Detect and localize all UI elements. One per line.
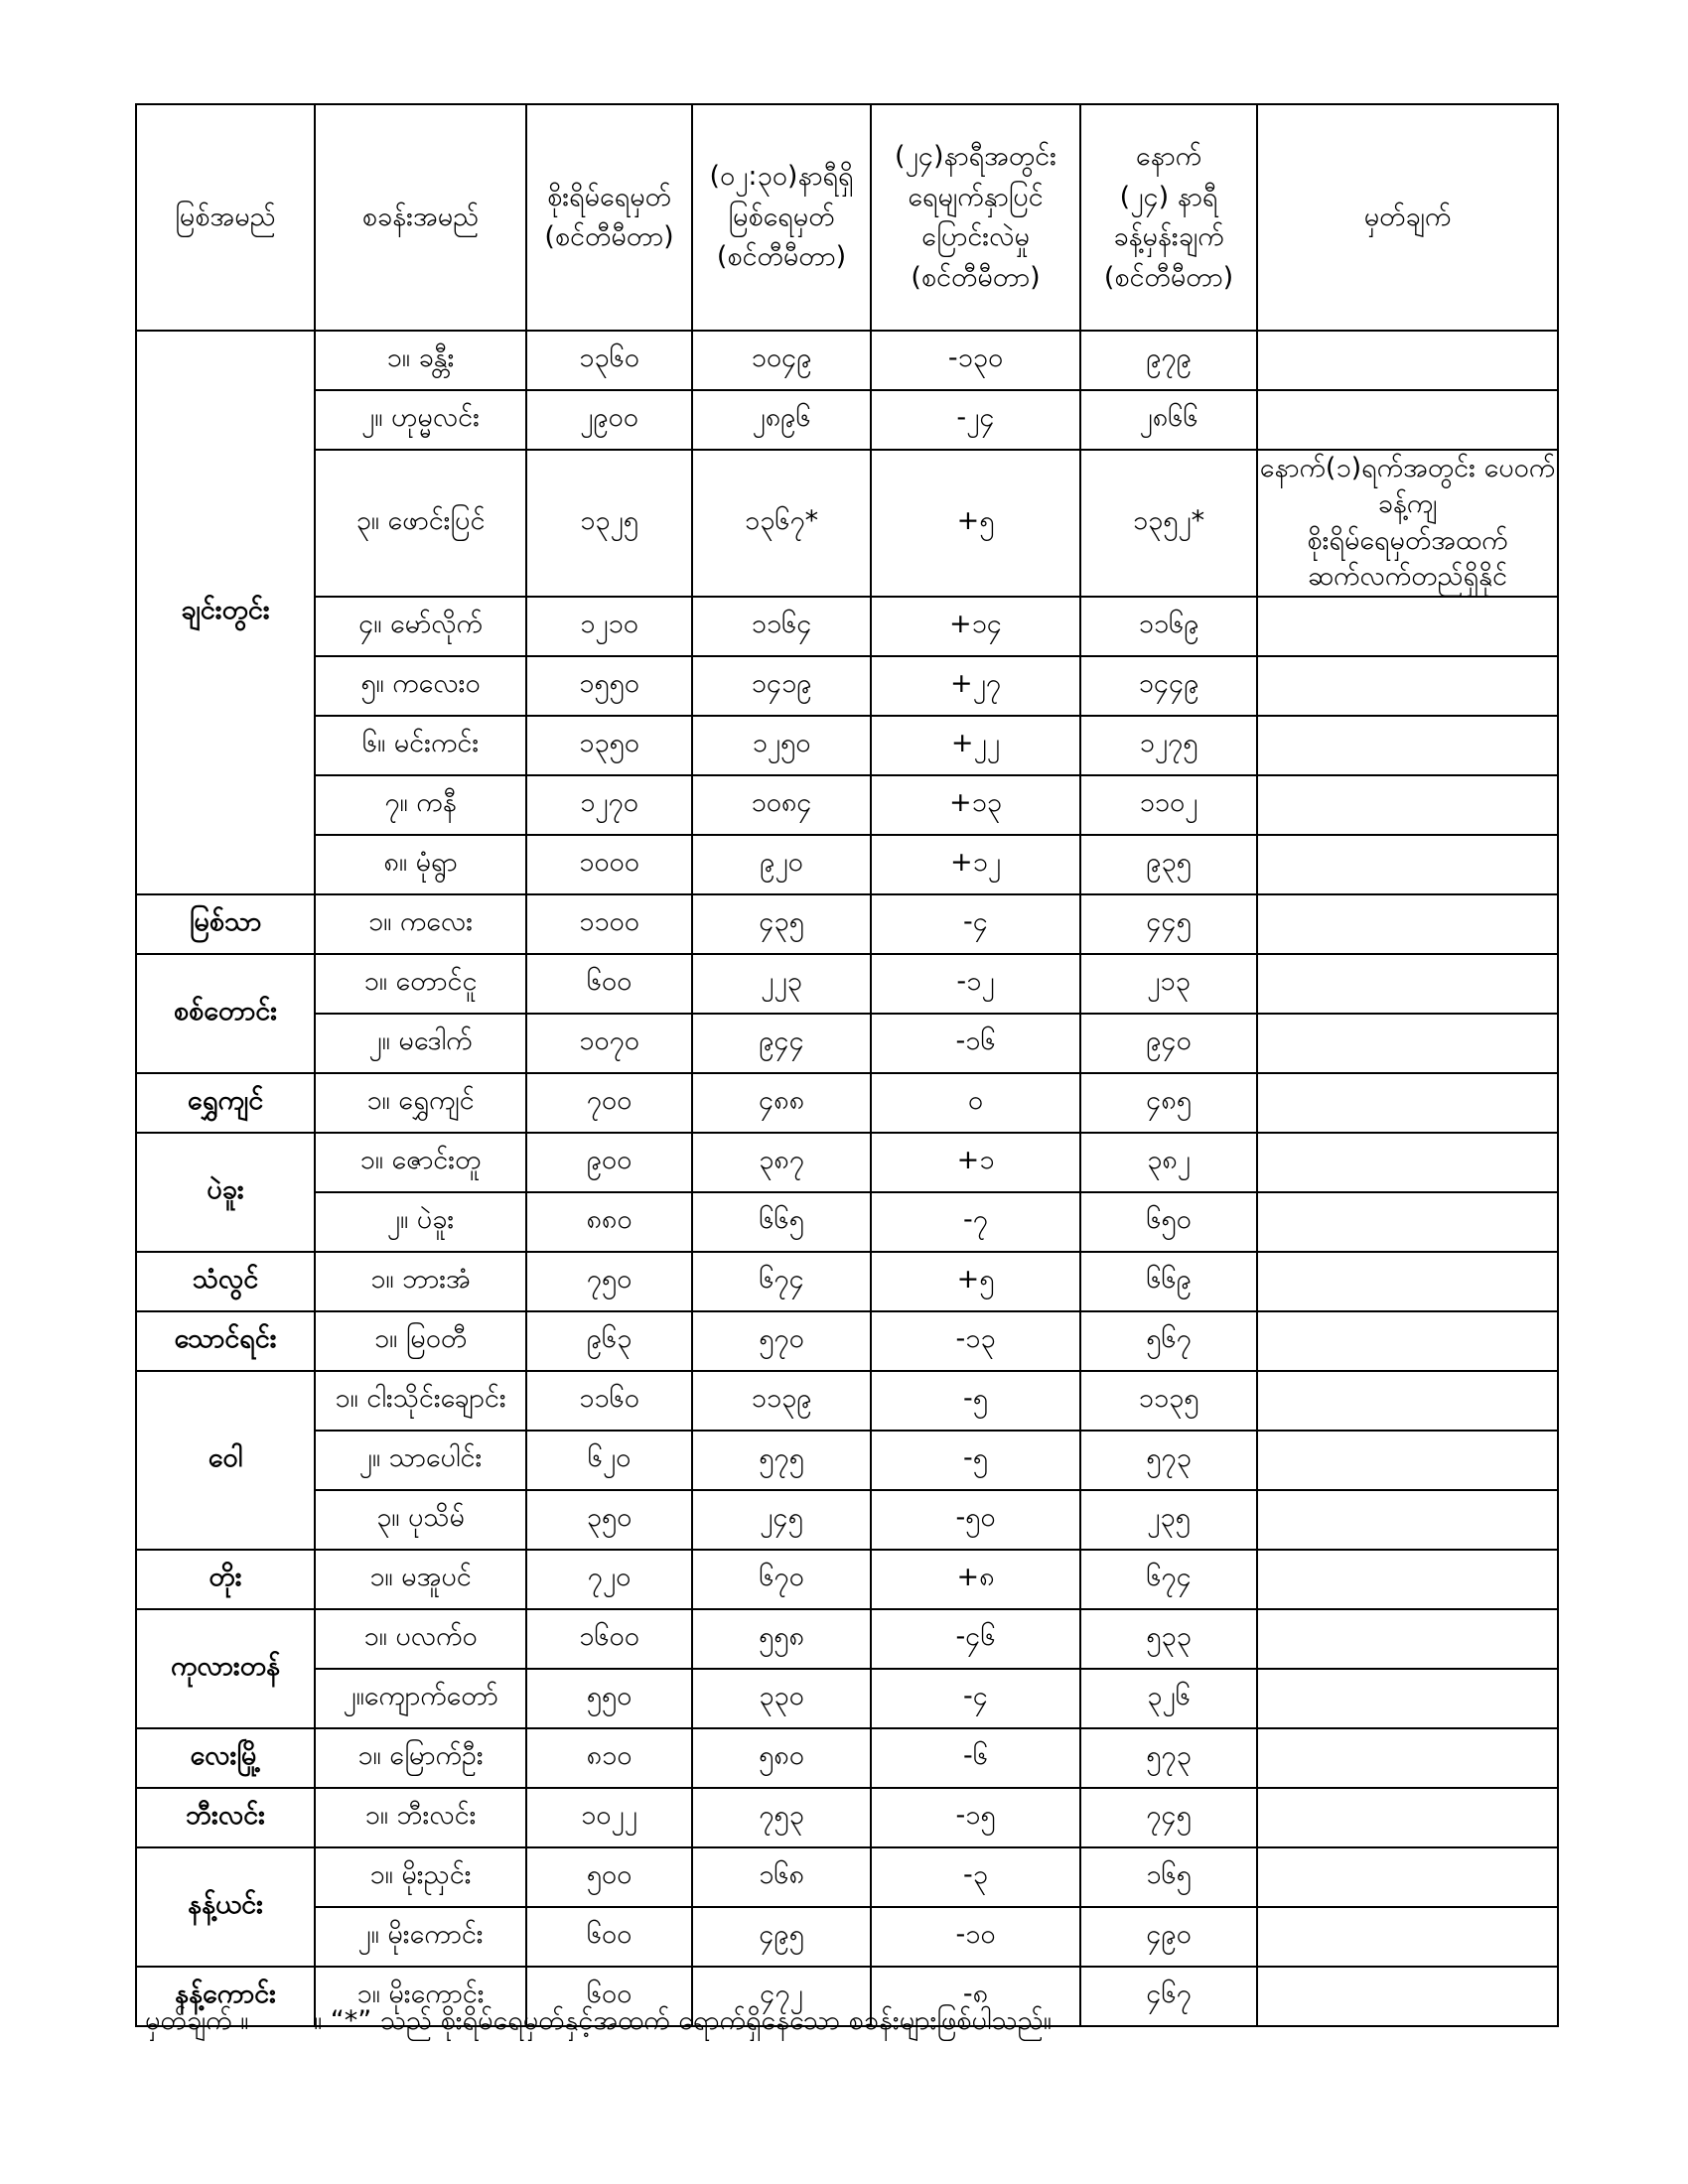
change-24h-cell: -၂၄	[871, 390, 1080, 450]
table-row	[136, 1073, 1558, 1133]
river-name-cell: သံလွင်	[136, 1252, 315, 1311]
water-level-cell: ၁၁၆၄	[692, 597, 871, 656]
danger-level-cell: ၁၀၂၂	[526, 1788, 692, 1847]
river-name-cell: ရွှေကျင်	[136, 1073, 315, 1133]
remark-cell: နောက်(၁)ရက်အတွင်း ပေဝက်ခန့်ကျ စိုးရိမ်ရေမှတ်အထက် ဆက်လက်တည်ရှိနိုင်	[1257, 450, 1558, 597]
table-row	[136, 1252, 1558, 1311]
danger-level-cell: ၇၀၀	[526, 1073, 692, 1133]
forecast-cell: ၉၇၉	[1080, 331, 1257, 390]
remark-cell	[1257, 1252, 1558, 1311]
station-name-cell: ၁။ တောင်ငူ	[315, 954, 526, 1014]
table-row	[136, 894, 1558, 954]
change-24h-cell: -၅	[871, 1371, 1080, 1431]
table-row	[136, 1490, 1558, 1550]
river-name-cell: ဘီးလင်း	[136, 1788, 315, 1847]
remark-cell	[1257, 1669, 1558, 1728]
forecast-cell: ၉၃၅	[1080, 835, 1257, 894]
forecast-cell: ၆၆၉	[1080, 1252, 1257, 1311]
remark-cell	[1257, 331, 1558, 390]
danger-level-cell: ၁၂၇၀	[526, 775, 692, 835]
change-24h-cell: +၅	[871, 1252, 1080, 1311]
danger-level-cell: ၇၅၀	[526, 1252, 692, 1311]
table-row	[136, 1550, 1558, 1609]
station-name-cell: ၅။ ကလေးဝ	[315, 656, 526, 716]
forecast-cell: ၆၅၀	[1080, 1192, 1257, 1252]
forecast-cell: ၂၈၆၆	[1080, 390, 1257, 450]
station-name-cell: ၁။ ဇောင်းတူ	[315, 1133, 526, 1192]
river-level-table-container	[135, 103, 1557, 2027]
station-name-cell: ၁။ ငါးသိုင်းချောင်း	[315, 1371, 526, 1431]
change-24h-cell: -၁၃	[871, 1311, 1080, 1371]
table-row	[136, 1192, 1558, 1252]
station-name-cell: ၂။ကျောက်တော်	[315, 1669, 526, 1728]
water-level-cell: ၅၈၀	[692, 1728, 871, 1788]
water-level-cell: ၁၆၈	[692, 1847, 871, 1907]
forecast-cell: ၄၉၀	[1080, 1907, 1257, 1967]
change-24h-cell: -၁၂	[871, 954, 1080, 1014]
change-24h-cell: -၁၃၀	[871, 331, 1080, 390]
remark-cell	[1257, 954, 1558, 1014]
forecast-cell: ၂၁၃	[1080, 954, 1257, 1014]
river-name-cell: နန့်ကောင်း	[136, 1967, 315, 2026]
station-name-cell: ၆။ မင်းကင်း	[315, 716, 526, 775]
river-level-table	[135, 103, 1559, 2027]
change-24h-cell: +၁၄	[871, 597, 1080, 656]
change-24h-cell: -၅	[871, 1431, 1080, 1490]
station-name-cell: ၁။ မိုးကောင်း	[315, 1967, 526, 2026]
water-level-cell: ၆၆၅	[692, 1192, 871, 1252]
river-name-cell: ချင်းတွင်း	[136, 331, 315, 894]
change-24h-cell: +၂၇	[871, 656, 1080, 716]
water-level-cell: ၅၇၅	[692, 1431, 871, 1490]
header-forecast-24h: နောက် (၂၄) နာရီ ခန့်မှန်းချက် (စင်တီမီတာ)	[1080, 104, 1257, 331]
station-name-cell: ၃။ ဖောင်းပြင်	[315, 450, 526, 597]
danger-level-cell: ၁၂၁၀	[526, 597, 692, 656]
change-24h-cell: -၆	[871, 1728, 1080, 1788]
remark-cell	[1257, 775, 1558, 835]
station-name-cell: ၁။ မြောက်ဦး	[315, 1728, 526, 1788]
river-name-cell: မြစ်သာ	[136, 894, 315, 954]
table-row	[136, 716, 1558, 775]
water-level-cell: ၁၄၁၉	[692, 656, 871, 716]
remark-cell	[1257, 1371, 1558, 1431]
change-24h-cell: +၁	[871, 1133, 1080, 1192]
header-station: စခန်းအမည်	[315, 104, 526, 331]
forecast-cell: ၁၁၆၉	[1080, 597, 1257, 656]
header-danger-level: စိုးရိမ်ရေမှတ် (စင်တီမီတာ)	[526, 104, 692, 331]
danger-level-cell: ၅၅၀	[526, 1669, 692, 1728]
station-name-cell: ၂။ မိုးကောင်း	[315, 1907, 526, 1967]
remark-cell	[1257, 1847, 1558, 1907]
river-name-cell: တိုး	[136, 1550, 315, 1609]
river-name-cell: ဝေါ	[136, 1371, 315, 1550]
water-level-cell: ၃၃၀	[692, 1669, 871, 1728]
forecast-cell: ၁၁၀၂	[1080, 775, 1257, 835]
header-remarks: မှတ်ချက်	[1257, 104, 1558, 331]
forecast-cell: ၁၁၃၅	[1080, 1371, 1257, 1431]
river-name-cell: ကုလားတန်	[136, 1609, 315, 1728]
forecast-cell: ၂၃၅	[1080, 1490, 1257, 1550]
station-name-cell: ၁။ မိုးညှင်း	[315, 1847, 526, 1907]
danger-level-cell: ၃၅၀	[526, 1490, 692, 1550]
river-name-cell: နန့်ယင်း	[136, 1847, 315, 1967]
water-level-cell: ၆၇၄	[692, 1252, 871, 1311]
water-level-cell: ၉၄၄	[692, 1014, 871, 1073]
table-row	[136, 1371, 1558, 1431]
station-name-cell: ၁။ ကလေး	[315, 894, 526, 954]
water-level-cell: ၅၇၀	[692, 1311, 871, 1371]
river-name-cell: လေးမြို့	[136, 1728, 315, 1788]
danger-level-cell: ၆၀၀	[526, 1967, 692, 2026]
station-name-cell: ၁။ ပလက်ဝ	[315, 1609, 526, 1669]
change-24h-cell: -၄	[871, 894, 1080, 954]
change-24h-cell: +၁၃	[871, 775, 1080, 835]
change-24h-cell: -၄၆	[871, 1609, 1080, 1669]
forecast-cell: ၅၆၇	[1080, 1311, 1257, 1371]
danger-level-cell: ၁၅၅၀	[526, 656, 692, 716]
change-24h-cell: -၇	[871, 1192, 1080, 1252]
water-level-cell: ၆၇၀	[692, 1550, 871, 1609]
danger-level-cell: ၈၈၀	[526, 1192, 692, 1252]
station-name-cell: ၂။ သာပေါင်း	[315, 1431, 526, 1490]
remark-cell	[1257, 1609, 1558, 1669]
change-24h-cell: -၁၆	[871, 1014, 1080, 1073]
station-name-cell: ၁။ မြဝတီ	[315, 1311, 526, 1371]
remark-cell	[1257, 1907, 1558, 1967]
remark-cell	[1257, 1192, 1558, 1252]
change-24h-cell: +၅	[871, 450, 1080, 597]
table-row	[136, 597, 1558, 656]
forecast-cell: ၅၃၃	[1080, 1609, 1257, 1669]
forecast-cell: ၄၆၇	[1080, 1967, 1257, 2026]
danger-level-cell: ၁၀၇၀	[526, 1014, 692, 1073]
change-24h-cell: +၁၂	[871, 835, 1080, 894]
forecast-cell: ၁၂၇၅	[1080, 716, 1257, 775]
danger-level-cell: ၁၀၀၀	[526, 835, 692, 894]
remark-cell	[1257, 716, 1558, 775]
station-name-cell: ၂။ ဟုမ္မလင်း	[315, 390, 526, 450]
change-24h-cell: +၂၂	[871, 716, 1080, 775]
station-name-cell: ၁။ ရွှေကျင်	[315, 1073, 526, 1133]
change-24h-cell: -၃	[871, 1847, 1080, 1907]
station-name-cell: ၁။ ခန္တီး	[315, 331, 526, 390]
change-24h-cell: ၀	[871, 1073, 1080, 1133]
header-change-24h: (၂၄)နာရီအတွင်း ရေမျက်နှာပြင် ပြောင်းလဲမှု (စင်တီမီတာ)	[871, 104, 1080, 331]
forecast-cell: ၄၄၅	[1080, 894, 1257, 954]
water-level-cell: ၁၁၃၉	[692, 1371, 871, 1431]
table-row	[136, 954, 1558, 1014]
water-level-cell: ၂၈၉၆	[692, 390, 871, 450]
danger-level-cell: ၉၀၀	[526, 1133, 692, 1192]
river-name-cell: စစ်တောင်း	[136, 954, 315, 1073]
station-name-cell: ၃။ ပုသိမ်	[315, 1490, 526, 1550]
change-24h-cell: -၄	[871, 1669, 1080, 1728]
table-row	[136, 1431, 1558, 1490]
forecast-cell: ၉၄၀	[1080, 1014, 1257, 1073]
danger-level-cell: ၈၁၀	[526, 1728, 692, 1788]
table-row	[136, 1907, 1558, 1967]
forecast-cell: ၅၇၃	[1080, 1728, 1257, 1788]
remark-cell	[1257, 597, 1558, 656]
table-row	[136, 450, 1558, 597]
station-name-cell: ၁။ ဘီးလင်း	[315, 1788, 526, 1847]
danger-level-cell: ၆၀၀	[526, 954, 692, 1014]
forecast-cell: ၃၂၆	[1080, 1669, 1257, 1728]
remark-cell	[1257, 894, 1558, 954]
station-name-cell: ၁။ မအူပင်	[315, 1550, 526, 1609]
remark-cell	[1257, 1728, 1558, 1788]
danger-level-cell: ၉၆၃	[526, 1311, 692, 1371]
footnote-text: ။ “*” သည် စိုးရိမ်ရေမှတ်နှင့်အထက် ရောက်ရှိနေသော စခန်းများဖြစ်ပါသည်။	[314, 2005, 1052, 2036]
station-name-cell: ၂။ မဒေါက်	[315, 1014, 526, 1073]
station-name-cell: ၁။ ဘားအံ	[315, 1252, 526, 1311]
forecast-cell: ၆၇၄	[1080, 1550, 1257, 1609]
forecast-cell: ၁၆၅	[1080, 1847, 1257, 1907]
station-name-cell: ၇။ ကနီ	[315, 775, 526, 835]
danger-level-cell: ၁၃၂၅	[526, 450, 692, 597]
table-row	[136, 775, 1558, 835]
water-level-cell: ၁၀၈၄	[692, 775, 871, 835]
table-row	[136, 656, 1558, 716]
danger-level-cell: ၁၆၀၀	[526, 1609, 692, 1669]
table-row	[136, 835, 1558, 894]
danger-level-cell: ၇၂၀	[526, 1550, 692, 1609]
change-24h-cell: -၁၅	[871, 1788, 1080, 1847]
remark-cell	[1257, 1133, 1558, 1192]
water-level-cell: ၇၅၃	[692, 1788, 871, 1847]
remark-cell	[1257, 1967, 1558, 2026]
water-level-cell: ၁၂၅၀	[692, 716, 871, 775]
forecast-cell: ၁၃၅၂*	[1080, 450, 1257, 597]
header-river: မြစ်အမည်	[136, 104, 315, 331]
change-24h-cell: +၈	[871, 1550, 1080, 1609]
table-row	[136, 1847, 1558, 1907]
table-row	[136, 1669, 1558, 1728]
table-row	[136, 1014, 1558, 1073]
forecast-cell: ၇၄၅	[1080, 1788, 1257, 1847]
danger-level-cell: ၁၁၀၀	[526, 894, 692, 954]
water-level-cell: ၂၂၃	[692, 954, 871, 1014]
river-name-cell: ပဲခူး	[136, 1133, 315, 1252]
remark-cell	[1257, 1550, 1558, 1609]
forecast-cell: ၅၇၃	[1080, 1431, 1257, 1490]
water-level-cell: ၅၅၈	[692, 1609, 871, 1669]
water-level-cell: ၄၈၈	[692, 1073, 871, 1133]
table-row	[136, 1311, 1558, 1371]
water-level-cell: ၁၃၆၇*	[692, 450, 871, 597]
station-name-cell: ၈။ မုံရွာ	[315, 835, 526, 894]
forecast-cell: ၄၈၅	[1080, 1073, 1257, 1133]
remark-cell	[1257, 1014, 1558, 1073]
table-header-row	[136, 104, 1558, 331]
remark-cell	[1257, 835, 1558, 894]
water-level-cell: ၄၉၅	[692, 1907, 871, 1967]
table-row	[136, 1788, 1558, 1847]
water-level-cell: ၄၇၂	[692, 1967, 871, 2026]
footnote-label: မှတ်ချက် ။	[145, 2005, 249, 2036]
danger-level-cell: ၆၂၀	[526, 1431, 692, 1490]
remark-cell	[1257, 1431, 1558, 1490]
remark-cell	[1257, 1490, 1558, 1550]
station-name-cell: ၄။ မော်လိုက်	[315, 597, 526, 656]
remark-cell	[1257, 656, 1558, 716]
change-24h-cell: -၁၀	[871, 1907, 1080, 1967]
table-row	[136, 1609, 1558, 1669]
danger-level-cell: ၁၁၆၀	[526, 1371, 692, 1431]
change-24h-cell: -၈	[871, 1967, 1080, 2026]
danger-level-cell: ၆၀၀	[526, 1907, 692, 1967]
water-level-cell: ၃၈၇	[692, 1133, 871, 1192]
water-level-cell: ၂၄၅	[692, 1490, 871, 1550]
table-body	[136, 331, 1558, 2026]
forecast-cell: ၃၈၂	[1080, 1133, 1257, 1192]
water-level-cell: ၁၀၄၉	[692, 331, 871, 390]
danger-level-cell: ၂၉၀၀	[526, 390, 692, 450]
danger-level-cell: ၅၀၀	[526, 1847, 692, 1907]
danger-level-cell: ၁၃၆၀	[526, 331, 692, 390]
table-row	[136, 1133, 1558, 1192]
station-name-cell: ၂။ ပဲခူး	[315, 1192, 526, 1252]
header-water-level: (၀၂:၃၀)နာရီရှိ မြစ်ရေမှတ် (စင်တီမီတာ)	[692, 104, 871, 331]
table-row	[136, 1728, 1558, 1788]
table-row	[136, 390, 1558, 450]
remark-cell	[1257, 390, 1558, 450]
danger-level-cell: ၁၃၅၀	[526, 716, 692, 775]
river-name-cell: သောင်ရင်း	[136, 1311, 315, 1371]
remark-cell	[1257, 1311, 1558, 1371]
forecast-cell: ၁၄၄၉	[1080, 656, 1257, 716]
water-level-cell: ၄၃၅	[692, 894, 871, 954]
change-24h-cell: -၅၀	[871, 1490, 1080, 1550]
remark-cell	[1257, 1788, 1558, 1847]
table-row	[136, 331, 1558, 390]
footnote	[145, 2003, 1052, 2043]
water-level-cell: ၉၂၀	[692, 835, 871, 894]
remark-cell	[1257, 1073, 1558, 1133]
